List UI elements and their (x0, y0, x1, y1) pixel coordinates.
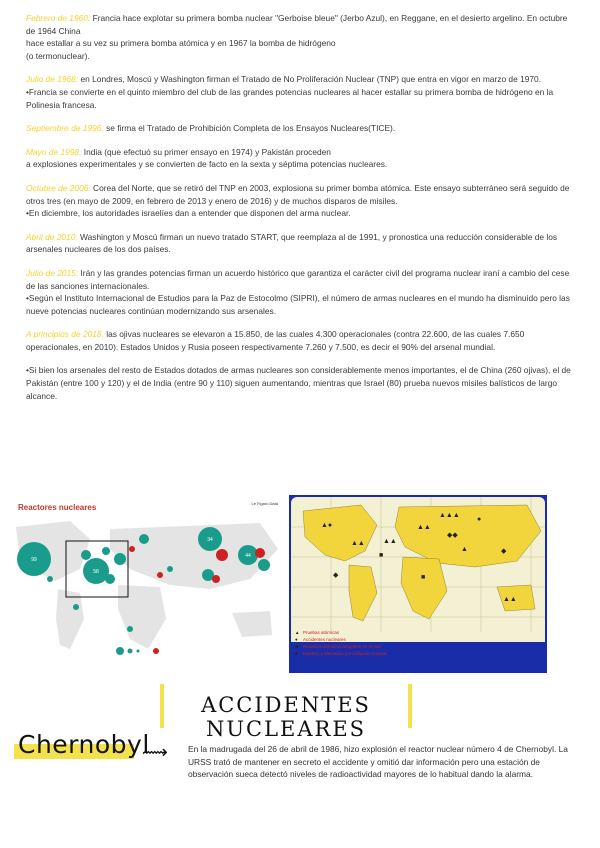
bubble (258, 559, 270, 571)
entry-text: en Londres, Moscú y Washington firman el Tratado de No Proliferación Nuclear (TNP) que entra en vigor en marzo de 1970. (80, 74, 542, 85)
svg-text:◆: ◆ (501, 548, 507, 555)
legend-row (295, 650, 545, 657)
reactors-map-title: Reactores nucleares (18, 503, 97, 512)
square-icon: ■ (295, 651, 298, 656)
svg-text:●: ● (477, 516, 482, 523)
entry-date: Septiembre de 1996: (26, 123, 104, 134)
entry-text: Corea del Norte, que se retiró del TNP en 2003, explosiona su primer bomba atómica. Este ensayo subterráneo será seguido de otros tres (en mayo de 2009, en febrero de 2013 y enero de 2016) y de muchos disparos de misiles. (26, 182, 570, 206)
legend-row (295, 643, 545, 650)
entry-text: Washington y Moscú firman un nuevo tratado START, que reemplaza al de 1991, y pronostica una reducción considerable de los arsenales nucleares de los dos países. (26, 231, 558, 255)
entry-date: Mayo de 1998: (26, 146, 82, 157)
entry-date: Julio de 2015: (26, 267, 79, 278)
svg-text:▲▲▲: ▲▲▲ (439, 512, 460, 519)
svg-text:▲●: ▲● (321, 522, 333, 529)
timeline-entry-2015 (26, 267, 574, 317)
chernobyl-text: En la madrugada del 26 de abril de 1986, hizo explosión el reactor nuclear número 4 de Chernobyl. La URSS trató de mantener en secreto el accidente y omitió dar información pero una estación de observación sueca detectó niveles de radioactividad mayores de lo habitual dando la alarma. (188, 744, 568, 780)
bubble (105, 574, 115, 584)
timeline (26, 12, 574, 413)
section-title (160, 684, 412, 741)
timeline-entry-1968 (26, 73, 574, 111)
entry-text: Francia hace explotar su primera bomba nuclear "Gerboise bleue" (Jerbo Azul), en Reggane, en el desierto argelino. En octubre de 1964 China (26, 13, 568, 36)
bubble (81, 550, 91, 560)
entry-text: hace estallar a su vez su primera bomba atómica y en 1967 la bomba de hidrógeno (26, 38, 336, 49)
entry-text: a explosiones experimentales y se convierten de facto en la sexta y séptima potencias nucleares. (26, 159, 388, 170)
svg-text:■: ■ (379, 552, 384, 559)
svg-text:▲▲: ▲▲ (417, 524, 431, 531)
timeline-entry-arsenals (26, 364, 574, 402)
bubble-red (255, 548, 265, 558)
bubble-label: 34 (207, 537, 213, 543)
svg-text:■: ■ (421, 574, 426, 581)
entry-text: •Si bien los arsenales del resto de Estados dotados de armas nucleares son considerablemente menos importantes, el de China (260 ojivas), el de Pakistán (entre 100 y 120) y el de India (entre 90 y 110) siguen aumentando, mientras que Israel (80) prueba nuevos misiles balísticos de largo alcance. (26, 365, 571, 401)
section-title-text: ACCIDENTES NUCLEARES (201, 693, 371, 741)
legend-label: Pruebas atómicas (303, 630, 340, 635)
entry-text: •Francia se convierte en el quinto miembro del club de las grandes potencias nucleares al hacer estallar su primera bomba de hidrógeno en la Polinesia francesa. (26, 86, 554, 110)
bubble (167, 566, 173, 572)
entry-text: Irán y las grandes potencias firman un acuerdo histórico que garantiza el carácter civil del programa nuclear iraní a cambio del cese de las sanciones internacionales. (26, 267, 570, 291)
entry-date: A principios de 2018, (26, 329, 104, 340)
bubble-label: 58 (93, 569, 99, 575)
svg-text:▲▲: ▲▲ (351, 540, 365, 547)
bubble (114, 553, 126, 565)
reactors-world-map (10, 509, 286, 673)
bubble-red (212, 575, 220, 583)
bubble (127, 626, 133, 632)
bubble-label: 99 (31, 557, 37, 563)
title-bar-right (408, 684, 412, 728)
tests-world-map (291, 497, 545, 642)
entry-text: (o termonuclear). (26, 50, 90, 61)
legend-label: Residuos atómicos arrojados en el mar (303, 644, 382, 649)
timeline-entry-2010 (26, 231, 574, 256)
title-bar-left (160, 684, 164, 728)
reactors-map (10, 495, 286, 673)
entry-text: las ojivas nucleares se elevaron a 15.850, de las cuales 4.300 operacionales (contra 22.600, de las cuales 7.650 operacionales, en 2010). Estados Unidos y Rusia poseen respectivamente 7.260 y 7.500, es decir el 90% del arsenal mundial. (26, 329, 525, 352)
circle-icon: ● (295, 637, 298, 642)
diamond-icon: ◆ (295, 644, 299, 649)
legend-label: Accidentes nucleares (303, 637, 346, 642)
legend-row (295, 629, 545, 636)
legend-label: Muertes y afectados por radiación nuclear (303, 651, 387, 656)
entry-text: se firma el Tratado de Prohibición Completa de los Ensayos Nucleares(TICE). (106, 123, 396, 134)
svg-text:▲▲: ▲▲ (383, 538, 397, 545)
tests-map-legend (295, 629, 545, 657)
entry-date: Octubre de 2006: (26, 182, 91, 193)
bubble-red (129, 546, 135, 552)
svg-text:◆◆: ◆◆ (447, 532, 458, 539)
bubble-label: 44 (245, 553, 251, 559)
legend-row (295, 636, 545, 643)
entry-text: India (que efectuó su primer ensayo en 1974) y Pakistán proceden (83, 146, 331, 157)
entry-date: Julio de 1968: (26, 74, 79, 85)
svg-text:▲: ▲ (461, 546, 468, 553)
tests-map (289, 495, 547, 673)
entry-date: Febrero de 1960: (26, 13, 91, 23)
timeline-entry-2018 (26, 328, 574, 353)
bubble (47, 576, 53, 582)
chernobyl-title: Chernobyl (18, 730, 150, 759)
bubble-red (216, 549, 228, 561)
timeline-entry-2006 (26, 182, 574, 220)
arrow-icon: ⟿ (142, 742, 168, 762)
entry-text: •En diciembre, los autoridades israelíes dan a entender que disponen del arma nuclear. (26, 208, 351, 219)
bubble (139, 534, 149, 544)
chernobyl-heading (14, 728, 174, 770)
timeline-entry-1996 (26, 122, 574, 135)
bubble (73, 604, 79, 610)
reactors-map-credit: Le Figaro Data (251, 501, 278, 506)
bubble (102, 547, 110, 555)
svg-text:▲▲: ▲▲ (503, 596, 517, 603)
timeline-entry-1998 (26, 146, 574, 171)
triangle-icon: ▲ (295, 630, 300, 635)
timeline-entry-1960 (26, 12, 574, 62)
entry-date: Abril de 2010: (26, 231, 78, 242)
svg-text:◆: ◆ (333, 572, 339, 579)
entry-text: •Según el Instituto Internacional de Estudios para la Paz de Estocolmo (SIPRI), el número de armas nucleares en el mundo ha disminuido pero las nueve potencias nucleares continúan modernizando sus arsenales. (26, 293, 570, 316)
bubble-red (157, 572, 163, 578)
